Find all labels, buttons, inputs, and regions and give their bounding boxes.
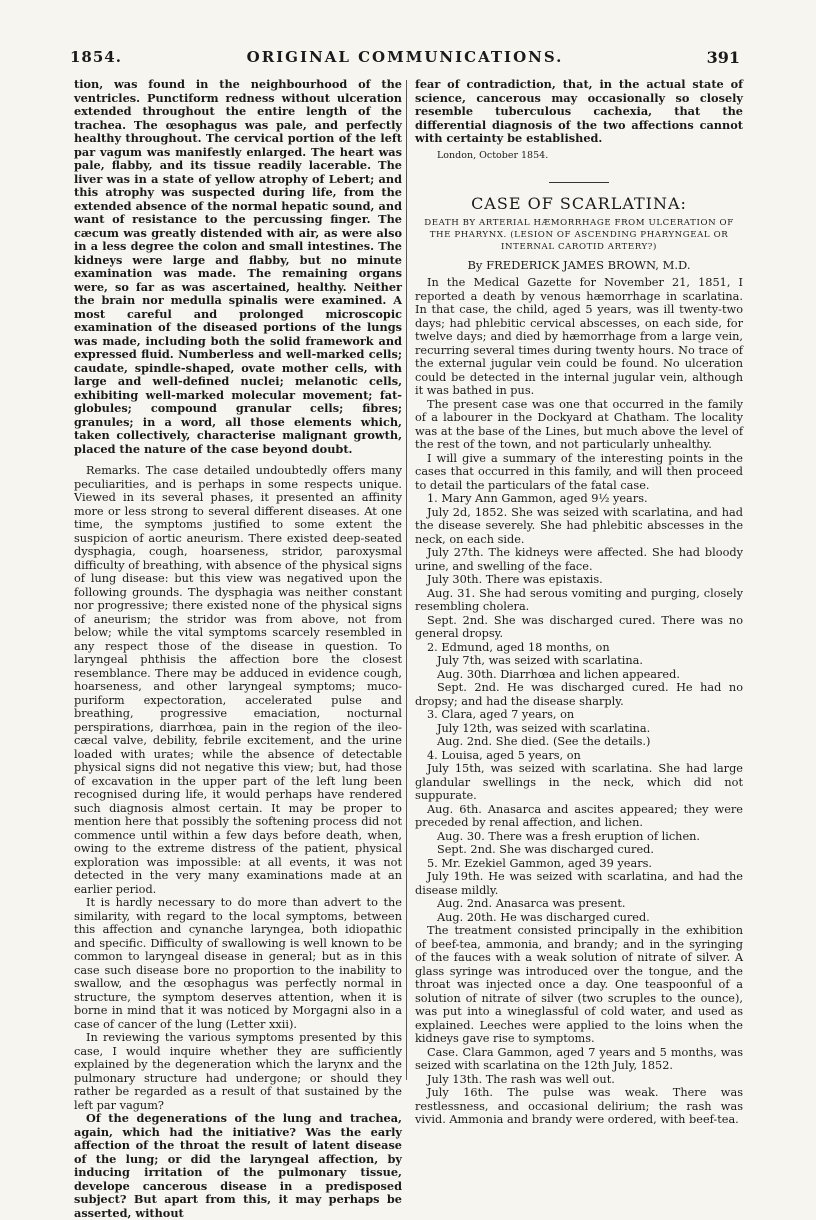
right-column xyxy=(415,78,743,1127)
case-entry: 5. Mr. Ezekiel Gammon, aged 39 years. xyxy=(427,856,652,870)
paragraph: The treatment consisted principally in the exhibition of beef-tea, ammonia, and brandy; and in the syringing of the fauces with a weak solution of nitrate of silver. A glass syringe was introduced over the tongue, and the throat was injected once a day. One teaspoonful of a solution of nitrate of silver (two scruples to the ounce), was put into a wineglassful of cold water, and used as explained. Leeches were applied to the loins when the kidneys gave rise to symptoms. xyxy=(415,924,743,1045)
case-entry: July 30th. There was epistaxis. xyxy=(427,573,603,586)
case-entry: July 15th, was seized with scarlatina. She had large glandular swellings in the neck, which did not suppurate. xyxy=(415,762,743,802)
paragraph: Case. Clara Gammon, aged 7 years and 5 months, was seized with scarlatina on the 12th July, 1852. xyxy=(415,1045,743,1072)
paragraph: It is hardly necessary to do more than advert to the similarity, with regard to the local symptoms, between this affection and cynanche laryngea, both idiopathic and specific. Difficulty of swallowing is well known to be common to laryngeal disease in general; but as in this case such disease bore no proportion to the inability to swallow, and the œsophagus was perfectly normal in structure, the symptom deserves attention, when it is borne in mind that it was noticed by Morgagni also in a case of cancer of the lung (Letter xxii). xyxy=(74,896,402,1031)
case-entry: July 16th. The pulse was weak. There was restlessness, and occasional delirium; the rash was vivid. Ammonia and brandy were ordered, with beef-tea. xyxy=(415,1086,743,1126)
case-entry: 1. Mary Ann Gammon, aged 9½ years. xyxy=(427,492,648,505)
dateline: London, October 1854. xyxy=(437,149,549,161)
article-title: CASE OF SCARLATINA: xyxy=(471,194,687,213)
paragraph: Of the degenerations of the lung and trachea, again, which had the initiative? Was the early affection of the throat the result of latent disease of the lung; or did the laryngeal affection, by inducing irritation of the pulmonary tissue, develope cancerous disease in a predisposed subject? But apart from this, it may perhaps be asserted, without xyxy=(74,1111,402,1220)
case-entry: Aug. 2nd. She died. (See the details.) xyxy=(437,735,651,748)
section-rule xyxy=(549,182,609,183)
case-entry: Aug. 30th. Diarrhœa and lichen appeared. xyxy=(437,667,680,681)
article-author: By FREDERICK JAMES BROWN, M.D. xyxy=(467,257,691,272)
paragraph: In reviewing the various symptoms presented by this case, I would inquire whether they are sufficiently explained by the degeneration which the larynx and the pulmonary structure had undergone; or should they rather be regarded as a result of that sustained by the left par vagum? xyxy=(74,1031,402,1112)
case-entry: Sept. 2nd. She was discharged cured. There was no general dropsy. xyxy=(415,613,743,640)
header-section-title: ORIGINAL COMMUNICATIONS. xyxy=(246,48,564,66)
case-entry: Aug. 31. She had serous vomiting and purging, closely resembling cholera. xyxy=(415,586,743,613)
case-entry: Aug. 20th. He was discharged cured. xyxy=(437,910,650,924)
case-entry: Sept. 2nd. She was discharged cured. xyxy=(437,843,654,856)
paragraph: tion, was found in the neighbourhood of the ventricles. Punctiform redness without ulceration extended throughout the entire length of the trachea. The œsophagus was pale, and perfectly healthy throughout. The cervical portion of the left par vagum was manifestly enlarged. The heart was pale, flabby, and its tissue readily lacerable. The liver was in a state of yellow atrophy of Lebert; and this atrophy was suspected during life, from the extended absence of the normal hepatic sound, and want of resistance to the percussing finger. The cæcum was greatly distended with air, as were also in a less degree the colon and small intestines. The kidneys were large and flabby, but no minute examination was made. The remaining organs were, so far as was ascertained, healthy. Neither the brain nor medulla spinalis were examined. A most careful and prolonged microscopic examination of the diseased portions of the lungs was made, including both the solid framework and expressed fluid. Numberless and well-marked cells; caudate, spindle-shaped, ovate mother cells, with large and well-defined nuclei; melanotic cells, exhibiting well-marked molecular movement; fat-globules; compound granular cells; fibres; granules; in a word, all those elements which, taken collectively, characterise malignant growth, placed the nature of the case beyond doubt. xyxy=(74,77,402,456)
case-entry: Sept. 2nd. He was discharged cured. He had no dropsy; and had the disease sharply. xyxy=(415,681,743,708)
paragraph: In the Medical Gazette for November 21, 1851, I reported a death by venous hæmorrhage in scarlatina. In that case, the child, aged 5 years, was ill twenty-two days; had phlebitic cervical abscesses, on each side, for twelve days; and died by hæmorrhage from a large vein, recurring several times during twenty hours. No trace of the external jugular vein could be found. No ulceration could be detected in the internal jugular vein, although it was bathed in pus. xyxy=(415,276,743,397)
case-entry: 3. Clara, aged 7 years, on xyxy=(427,708,575,721)
case-entry: July 7th, was seized with scarlatina. xyxy=(437,654,643,667)
header-year: 1854. xyxy=(70,48,122,66)
case-entry: Aug. 2nd. Anasarca was present. xyxy=(437,897,626,910)
paragraph: fear of contradiction, that, in the actual state of science, cancerous may occasionally so closely resemble tuberculous cachexia, that the differential diagnosis of the two affections cannot with certainty be established. xyxy=(415,77,743,145)
article-subtitle: DEATH BY ARTERIAL HÆMORRHAGE FROM ULCERATION OF THE PHARYNX. (LESION OF ASCENDING PHARYNGEAL OR INTERNAL CAROTID ARTERY?) xyxy=(424,217,734,252)
case-entry: Aug. 6th. Anasarca and ascites appeared; they were preceded by renal affection, and lichen. xyxy=(415,802,743,829)
case-entry: July 27th. The kidneys were affected. She had bloody urine, and swelling of the face. xyxy=(415,546,743,573)
case-entry: July 2d, 1852. She was seized with scarlatina, and had the disease severely. She had phlebitic abscesses in the neck, on each side. xyxy=(415,505,743,546)
paragraph: The present case was one that occurred in the family of a labourer in the Dockyard at Chatham. The locality was at the base of the Lines, but much above the level of the rest of the town, and not particularly unhealthy. xyxy=(415,397,743,451)
case-entry: July 19th. He was seized with scarlatina, and had the disease mildly. xyxy=(415,870,743,897)
paragraph: Remarks. The case detailed undoubtedly offers many peculiarities, and is perhaps in some respects unique. Viewed in its several phases, it presented an affinity more or less strong to several different diseases. At one time, the symptoms justified to some extent the suspicion of aortic aneurism. There existed deep-seated dysphagia, cough, hoarseness, stridor, paroxysmal difficulty of breathing, with absence of the physical signs of lung disease: but this view was negatived upon the following grounds. The dysphagia was neither constant nor progressive; there existed none of the physical signs of aneurism; the stridor was from above, not from below; while the vital symptoms scarcely resembled in any respect those of the disease in question. To laryngeal phthisis the affection bore the closest resemblance. There may be adduced in evidence cough, hoarseness, and other laryngeal symptoms; muco-puriform expectoration, accelerated pulse and breathing, progressive emaciation, nocturnal perspirations, diarrhœa, pain in the region of the ileo-cæcal valve, debility, febrile excitement, and the urine loaded with urates; while the absence of detectable physical signs did not negative this view; but, had those of excavation in the upper part of the left lung been recognised during life, it would perhaps have rendered such diagnosis almost certain. It may be proper to mention here that possibly the softening process did not commence until within a few days before death, when, owing to the extreme distress of the patient, physical exploration was impossible: at all events, it was not detected in the very many examinations made at an earlier period. xyxy=(74,464,402,896)
left-column xyxy=(74,78,402,1220)
case-entry: Aug. 30. There was a fresh eruption of lichen. xyxy=(437,829,700,843)
case-entry: 2. Edmund, aged 18 months, on xyxy=(427,640,610,654)
column-divider xyxy=(406,80,407,1080)
case-entry: July 13th. The rash was well out. xyxy=(427,1072,615,1086)
page-number: 391 xyxy=(706,48,740,67)
case-entry: 4. Louisa, aged 5 years, on xyxy=(427,748,581,762)
case-entries xyxy=(415,492,743,924)
paragraph: I will give a summary of the interesting points in the cases that occurred in this family, and will then proceed to detail the particulars of the fatal case. xyxy=(415,451,743,492)
page-header xyxy=(70,48,740,68)
case-entry: July 12th, was seized with scarlatina. xyxy=(437,721,651,735)
